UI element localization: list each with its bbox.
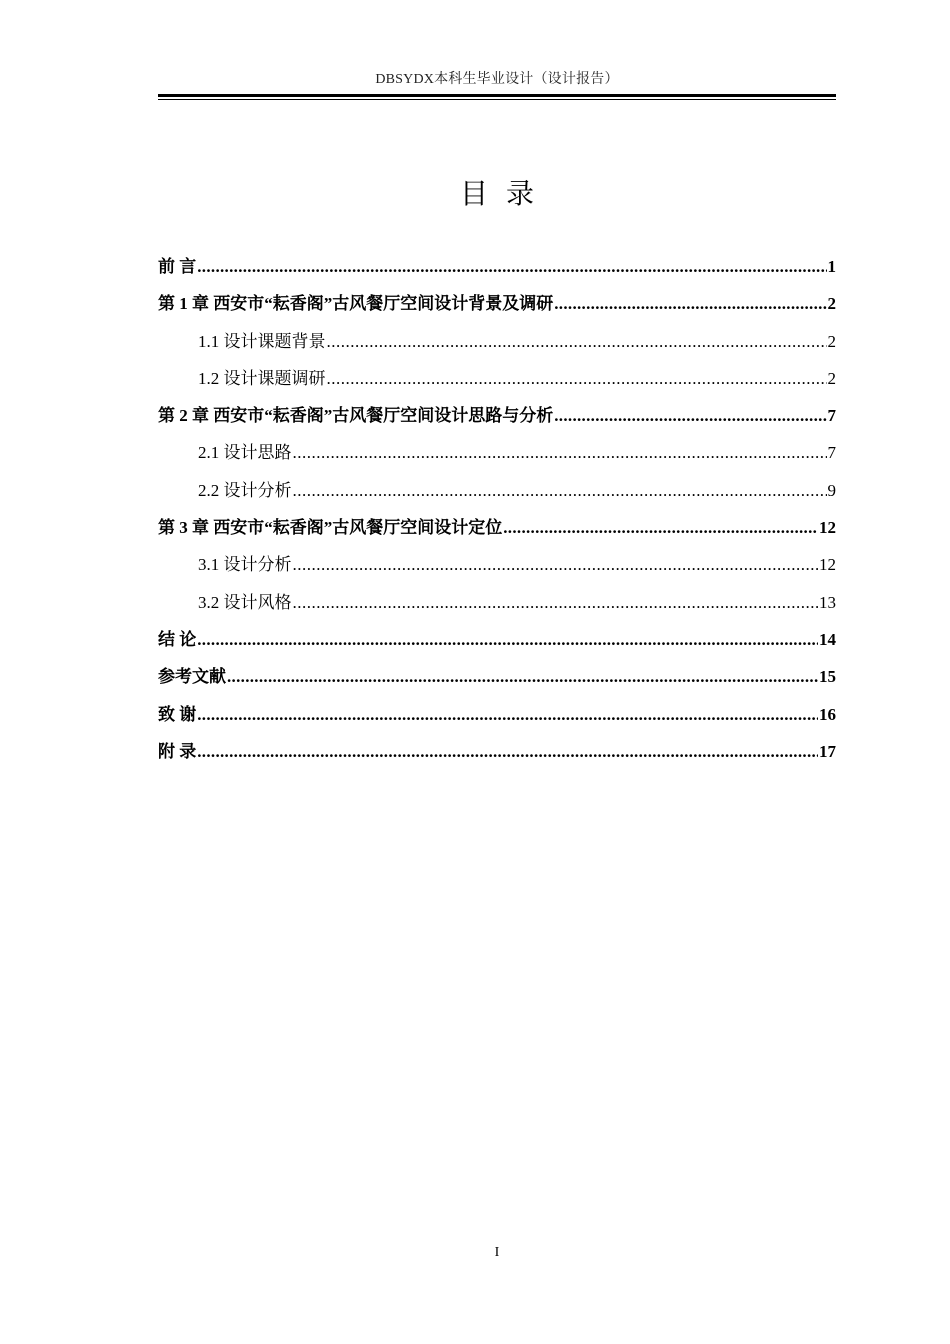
- toc-entry-label: 3.1 设计分析: [198, 555, 292, 575]
- toc-page-number: 12: [819, 555, 836, 575]
- toc-page-number: 12: [819, 518, 836, 538]
- toc-entry[interactable]: [158, 476, 836, 513]
- toc-entry-label: 参考文献: [158, 667, 226, 687]
- toc-entry-label: 3.2 设计风格: [198, 592, 292, 612]
- toc-page-number: 2: [827, 294, 836, 314]
- toc-entry-label: 1.1 设计课题背景: [198, 331, 326, 351]
- toc-entry-label: 致 谢: [158, 704, 197, 724]
- toc-dot-leader: [197, 257, 826, 277]
- toc-entry[interactable]: [158, 289, 836, 326]
- toc-entry-label: 1.2 设计课题调研: [198, 368, 326, 388]
- header-rule-thick: [158, 94, 836, 97]
- toc-entry[interactable]: [158, 401, 836, 438]
- page-title: 目录: [459, 179, 552, 210]
- toc-entry[interactable]: [158, 364, 836, 401]
- toc-entry[interactable]: [158, 588, 836, 625]
- toc-dot-leader: [197, 630, 818, 650]
- toc-dot-leader: [227, 667, 818, 687]
- toc-dot-leader: [197, 742, 818, 762]
- toc-page-number: 1: [827, 257, 836, 276]
- toc-page-number: 14: [819, 629, 836, 649]
- toc-entry[interactable]: [158, 662, 836, 699]
- toc-entry-label: 第 1 章 西安市“耘香阁”古风餐厅空间设计背景及调研: [158, 294, 554, 314]
- toc-page-number: 16: [819, 704, 836, 724]
- page-number: I: [494, 1245, 500, 1260]
- table-of-contents: [158, 252, 836, 774]
- toc-entry-label: 结 论: [158, 629, 197, 649]
- toc-page-number: 13: [819, 592, 836, 612]
- toc-page-number: 9: [827, 480, 836, 500]
- toc-dot-leader: [293, 481, 827, 501]
- toc-entry-label: 第 3 章 西安市“耘香阁”古风餐厅空间设计定位: [158, 518, 503, 538]
- toc-entry[interactable]: [158, 327, 836, 364]
- toc-entry-label: 2.2 设计分析: [198, 480, 292, 500]
- toc-page-number: 2: [827, 331, 836, 351]
- toc-entry[interactable]: [158, 700, 836, 737]
- header-rule-thin: [158, 99, 836, 100]
- toc-entry-label: 2.1 设计思路: [198, 443, 292, 463]
- toc-entry-label: 前 言: [158, 257, 197, 276]
- toc-page-number: 15: [819, 667, 836, 687]
- toc-entry[interactable]: [158, 252, 836, 289]
- toc-entry[interactable]: [158, 625, 836, 662]
- toc-entry-label: 附 录: [158, 741, 197, 761]
- toc-page-number: 7: [827, 406, 836, 426]
- toc-dot-leader: [554, 294, 826, 314]
- toc-entry[interactable]: [158, 550, 836, 587]
- running-header: DBSYDX本科生毕业设计（设计报告）: [375, 72, 619, 87]
- toc-entry-label: 第 2 章 西安市“耘香阁”古风餐厅空间设计思路与分析: [158, 406, 554, 426]
- toc-dot-leader: [293, 443, 827, 463]
- toc-dot-leader: [293, 593, 819, 613]
- toc-dot-leader: [327, 369, 827, 389]
- toc-dot-leader: [293, 555, 819, 575]
- toc-entry[interactable]: [158, 737, 836, 774]
- toc-dot-leader: [554, 406, 826, 426]
- toc-page-number: 17: [819, 741, 836, 761]
- toc-entry[interactable]: [158, 513, 836, 550]
- toc-entry[interactable]: [158, 438, 836, 475]
- toc-dot-leader: [327, 332, 827, 352]
- toc-page-number: 2: [827, 368, 836, 388]
- toc-dot-leader: [197, 705, 818, 725]
- toc-page-number: 7: [827, 443, 836, 463]
- toc-dot-leader: [503, 518, 818, 538]
